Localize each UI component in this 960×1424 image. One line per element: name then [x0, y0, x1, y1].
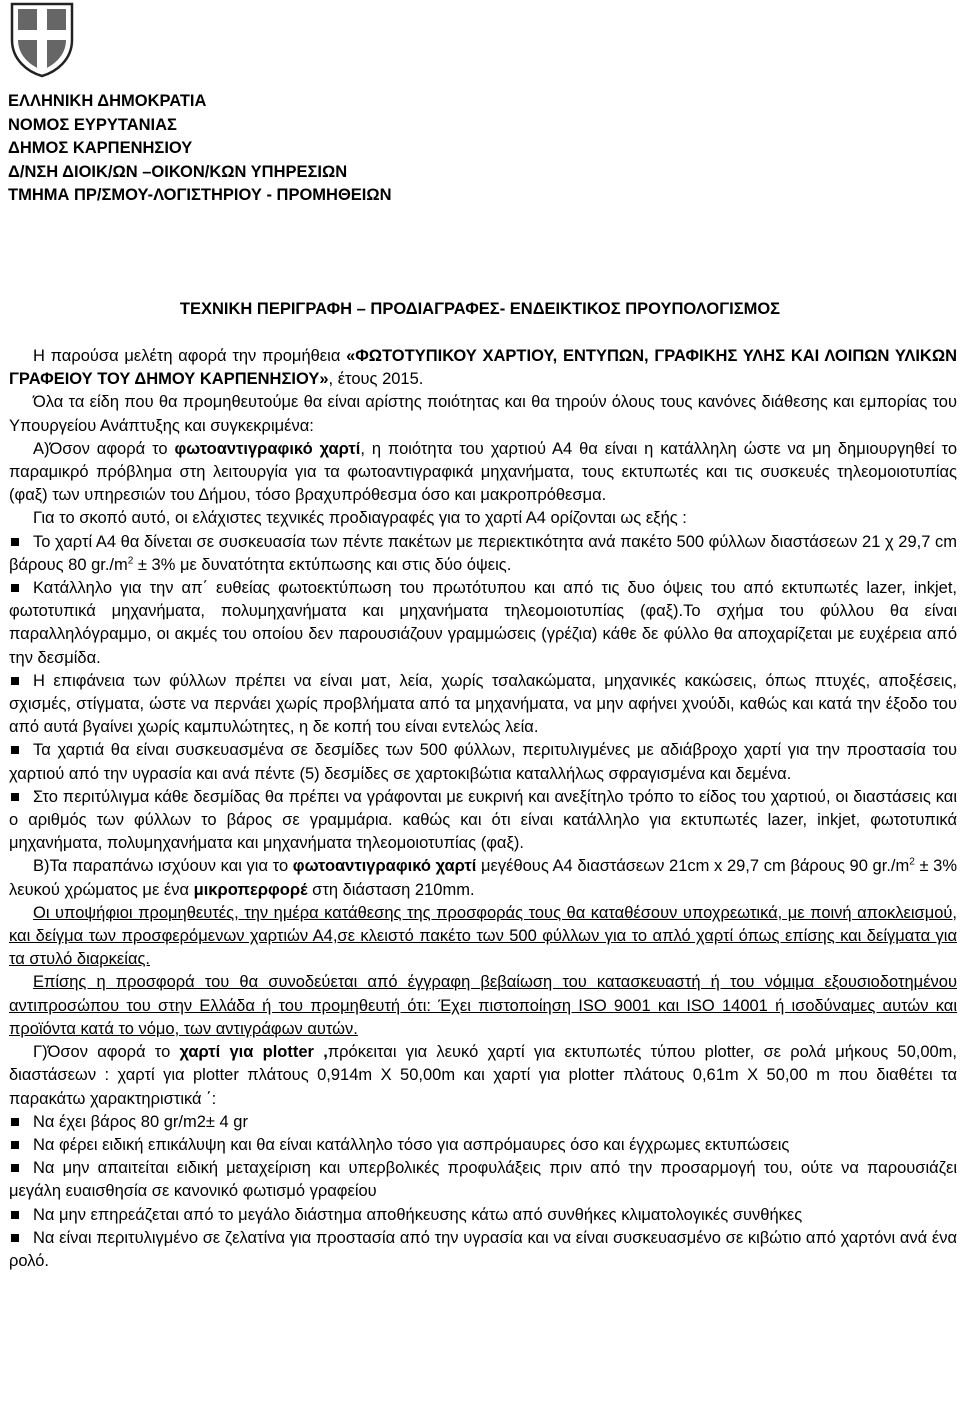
section-b-text-mid: μεγέθους Α4 διαστάσεων 21cm x 29,7 cm βάρους 90 gr./m — [476, 857, 910, 876]
section-a-text-rest: , η ποιότητα του χαρτιού Α4 θα είναι η κατάλληλη ώστε να μη δημιουργηθεί το παραμικρό πρόβλημα στη λειτουργία για τα φωτοαντιγραφικά μηχανήματα, τους εκτυπωτές και τις συσκευές τηλεομοιοτυπίας (φαξ) των υπηρεσιών του Δήμου, τόσο βραχυπρόθεσμα όσο και μακροπρόθεσμα. — [9, 439, 957, 505]
bullet-item: Τα χαρτιά θα είναι συσκευασμένα σε δεσμίδες των 500 φύλλων, περιτυλιγμένες με αδιάβροχο χαρτί για την προστασία του χαρτιού από την υγρασία και ανά πέντε (5) δεσμίδες σε χαρτοκιβώτια καταλλήλως σφραγισμένα και δεμένα. — [9, 739, 957, 785]
quality-paragraph: Όλα τα είδη που θα προμηθευτούμε θα είναι αρίστης ποιότητας και θα τηρούν όλους τους κανόνες διάθεσης και εμπορίας του Υπουργείου Ανάπτυξης και συγκεκριμένα: — [9, 393, 957, 435]
header-line: ΔΗΜΟΣ ΚΑΡΠΕΝΗΣΙΟΥ — [8, 139, 193, 157]
section-a-bold: φωτοαντιγραφικό χαρτί — [174, 439, 361, 458]
superscript: 2 — [909, 856, 915, 868]
bullet-item: Να έχει βάρος 80 gr/m2± 4 gr — [9, 1111, 957, 1134]
section-b-text: Β)Τα παραπάνω ισχύουν και για το — [33, 857, 293, 876]
section-c-text: Γ)Όσον αφορά το — [33, 1043, 180, 1062]
document-title: ΤΕΧΝΙΚΗ ΠΕΡΙΓΡΑΦΗ – ΠΡΟΔΙΑΓΡΑΦΕΣ- ΕΝΔΕΙΚΤΙΚΟΣ ΠΡΟΥΠΟΛΟΓΙΣΜΟΣ — [179, 300, 781, 318]
header-line: ΤΜΗΜΑ ΠΡ/ΣΜΟΥ-ΛΟΓΙΣΤΗΡΙΟΥ - ΠΡΟΜΗΘΕΙΩΝ — [8, 186, 392, 204]
section-c-paragraph — [9, 1041, 957, 1111]
bullet-item: Κατάλληλο για την απ΄ ευθείας φωτοεκτύπωση του πρωτότυπου και από τις δυο όψεις του από εκτυπωτές lazer, inkjet, φωτοτυπικά μηχανήματα, πολυμηχανήματα και μηχανήματα τηλεομοιοτυπίας (φαξ).Το σχήμα του φύλλου θα είναι παραλληλόγραμμο, οι ακμές του οποίου δεν παρουσιάζουν γραμμώσεις (γρέζια) κάθε δε φύλλο θα αποχαρίζεται με ευχέρεια από την δεσμίδα. — [9, 577, 957, 670]
header-line: Δ/ΝΣΗ ΔΙΟΙΚ/ΩΝ –ΟΙΚΟΝ/ΚΩΝ ΥΠΗΡΕΣΙΩΝ — [8, 162, 348, 181]
section-a-text: Α)Όσον αφορά το — [33, 439, 175, 458]
bullet-item: Η επιφάνεια των φύλλων πρέπει να είναι ματ, λεία, χωρίς τσαλακώματα, μηχανικές κακώσεις, όπως πτυχές, αποξέσεις, σχισμές, στίγματα, ώστε να περνάει χωρίς προβλήματα από τα μηχανήματα, να μην αφήνει χνούδι, καθώς και κατά την έξοδο του από αυτά βγαίνει χωρίς καμπυλώτητες, η δε κοπή του είναι εντελώς λεία. — [9, 670, 957, 740]
section-c-bold: χαρτί για plotter , — [179, 1043, 328, 1062]
bullet-text-rest: ± 3% με δυνατότητα εκτύπωσης και στις δύο όψεις. — [133, 555, 512, 574]
section-b-paragraph — [9, 855, 957, 901]
bullet-item: Να μην επηρεάζεται από το μεγάλο διάστημα αποθήκευσης κάτω από συνθήκες κλιματολογικές συνθήκες — [9, 1204, 957, 1227]
superscript: 2 — [127, 555, 134, 567]
section-b-text-end: στη διάσταση 210mm. — [307, 880, 475, 899]
samples-paragraph: Οι υποψήφιοι προμηθευτές, την ημέρα κατάθεσης της προσφοράς τους θα καταθέσουν υποχρεωτικά, με ποινή αποκλεισμού, και δείγμα των προσφερόμενων χαρτιών Α4,σε κλειστό πακέτο των 500 φύλλων για το απλό χαρτί όπως επίσης και δείγματα για τα στυλό διαρκείας. — [9, 903, 957, 969]
intro-bold-text: «ΦΩΤΟΤΥΠΙΚΟΥ ΧΑΡΤΙΟΥ, ΕΝΤΥΠΩΝ, ΓΡΑΦΙΚΗΣ ΥΛΗΣ ΚΑΙ ΛΟΙΠΩΝ ΥΛΙΚΩΝ ΓΡΑΦΕΙΟΥ ΤΟΥ ΔΗΜΟΥ ΚΑΡΠΕΝΗΣΙΟΥ» — [9, 347, 957, 389]
document-body — [9, 345, 957, 1273]
section-c-text-rest: πρόκειται για λευκό χαρτί για εκτυπωτές τύπου plotter, σε ρολά μήκους 50,00m, διαστάσεων : χαρτί για plotter πλάτους 0,914m X 50,00m και χαρτί για plotter πλάτους 0,61m X 50,00 m που διαθέτει τα παρακάτω χαρακτηριστικά ΄: — [9, 1043, 958, 1108]
section-b-bold-perforation: μικροπερφορέ — [193, 880, 308, 899]
header-line: ΝΟΜΟΣ ΕΥΡΥΤΑΝΙΑΣ — [8, 115, 177, 134]
intro-text: Η παρούσα μελέτη αφορά την προμήθεια — [33, 347, 347, 365]
specs-paragraph: Για το σκοπό αυτό, οι ελάχιστες τεχνικές προδιαγραφές για το χαρτί Α4 ορίζονται ως εξής : — [33, 509, 687, 528]
bullet-text: Το χαρτί Α4 θα δίνεται σε συσκευασία των πέντε πακέτων με περιεκτικότητα ανά πακέτο 500 φύλλων διαστάσεων 21 χ 29,7 cm βάρους 80 gr./m — [9, 532, 957, 574]
iso-paragraph: Επίσης η προσφορά του θα συνοδεύεται από έγγραφη βεβαίωση του κατασκευαστή ή του νόμιμα εξουσιοδοτημένου αντιπροσώπου του στην Ελλάδα ή του προμηθευτή ότι: Έχει πιστοποίηση ISO 9001 και ISO 14001 ή ισοδύναμες αυτών και προϊόντα κατά το νόμο, των αντιγράφων αυτών. — [9, 973, 957, 1038]
bullet-item: Να μην απαιτείται ειδική μεταχείριση και υπερβολικές προφυλάξεις πριν από την προσαρμογή του, ούτε να παρουσιάζει μεγάλη ευαισθησία σε κανονικό φωτισμό γραφείου — [9, 1157, 957, 1203]
bullet-item — [9, 531, 957, 577]
section-b-text-mid2: ± 3% λευκού χρώματος με ένα — [9, 857, 957, 899]
bullet-item: Να είναι περιτυλιγμένο σε ζελατίνα για προστασία από την υγρασία και να είναι συσκευασμένο σε κιβώτιο από χαρτόνι ανά ένα ρολό. — [9, 1227, 957, 1273]
section-a-paragraph — [9, 438, 957, 508]
header-line: ΕΛΛΗΝΙΚΗ ΔΗΜΟΚΡΑΤΙΑ — [8, 92, 207, 110]
bullet-item: Στο περιτύλιγμα κάθε δεσμίδας θα πρέπει να γράφονται με ευκρινή και ανεξίτηλο τρόπο το είδος του χαρτιού, οι διαστάσεις και ο αριθμός των φύλλων το βάρος σε γραμμάρια. καθώς και ότι είναι κατάλληλο για εκτυπωτές lazer, inkjet, φωτοτυπικά μηχανήματα, πολυμηχανήματα και μηχανήματα τηλεομοιοτυπίας (φαξ). — [9, 786, 957, 856]
intro-year: , έτους 2015. — [328, 370, 424, 389]
issuer-header — [8, 90, 392, 208]
bullet-item: Να φέρει ειδική επικάλυψη και θα είναι κατάλληλο τόσο για ασπρόμαυρες όσο και έγχρωμες εκτυπώσεις — [9, 1134, 957, 1157]
section-b-bold: φωτοαντιγραφικό χαρτί — [292, 857, 477, 876]
intro-paragraph — [9, 345, 957, 391]
greek-emblem-icon — [0, 0, 90, 78]
